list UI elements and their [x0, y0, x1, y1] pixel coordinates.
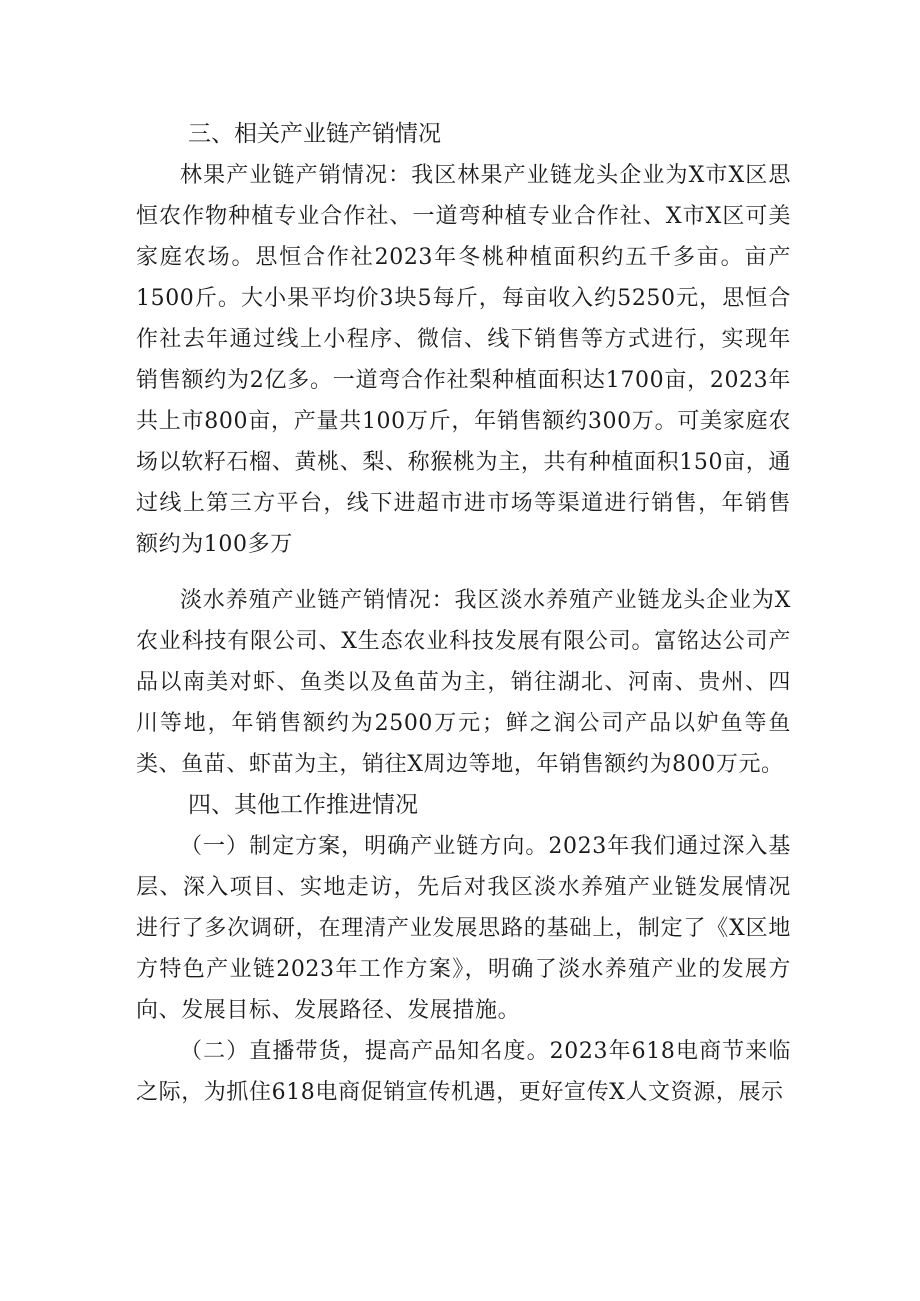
paragraph-plan: （一）制定方案，明确产业链方向。2023年我们通过深入基层、深入项目、实地走访，先后对我区淡水养殖产业链发展情况进行了多次调研，在理清产业发展思路的基础上，制定了《X区地方特色产业链2023年工作方案》，明确了淡水养殖产业的发展方向、发展目标、发展路径、发展措施。 — [136, 834, 791, 1023]
paragraph-forestry-fruit: 林果产业链产销情况：我区林果产业链龙头企业为X市X区思恒农作物种植专业合作社、一道弯种植专业合作社、X市X区可美家庭农场。思恒合作社2023年冬桃种植面积约五千多亩。亩产1500斤。大小果平均价3块5每斤，每亩收入约5250元，思恒合作社去年通过线上小程序、微信、线下销售等方式进行，实现年销售额约为2亿多。一道弯合作社梨种植面积达1700亩，2023年共上市800亩，产量共100万斤，年销售额约300万。可美家庭农场以软籽石榴、黄桃、梨、称猴桃为主，共有种植面积150亩，通过线上第三方平台，线下进超市进市场等渠道进行销售，年销售额约为100多万 — [136, 163, 791, 557]
paragraph-freshwater-aquaculture: 淡水养殖产业链产销情况：我区淡水养殖产业链龙头企业为X农业科技有限公司、X生态农业科技发展有限公司。富铭达公司产品以南美对虾、鱼类以及鱼苗为主，销往湖北、河南、贵州、四川等地，年销售额约为2500万元；鲜之润公司产品以妒鱼等鱼类、鱼苗、虾苗为主，销往X周边等地，年销售额约为800万元。 — [136, 588, 791, 777]
paragraph-livestream: （二）直播带货，提高产品知名度。2023年618电商节来临之际，为抓住618电商促销宣传机遇，更好宣传X人文资源，展示 — [136, 1039, 791, 1105]
section-heading-4: 四、其他工作推进情况 — [188, 792, 418, 818]
section-heading-3: 三、相关产业链产销情况 — [188, 121, 441, 147]
paragraph-spacer — [136, 565, 791, 580]
document-body — [136, 114, 791, 1113]
